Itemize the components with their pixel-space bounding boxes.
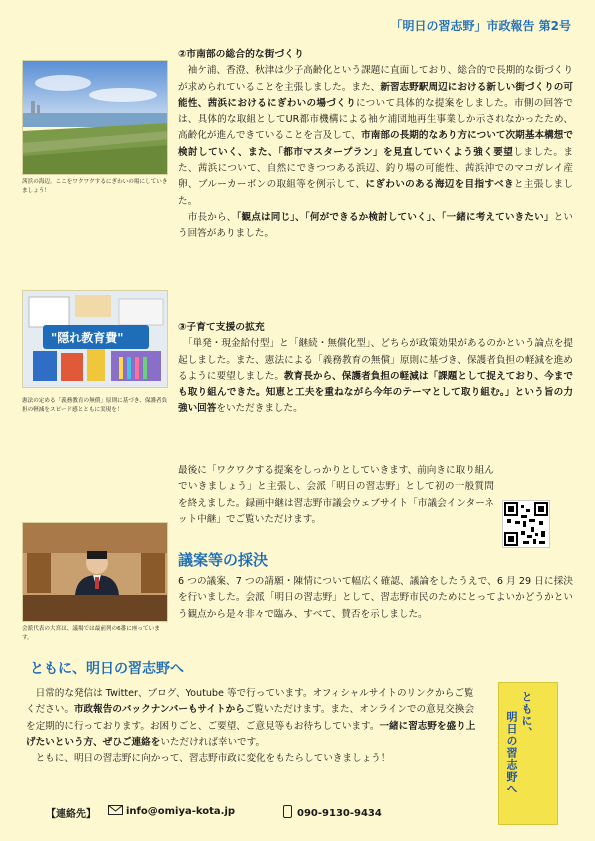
council-photo-caption: 会派代表の大宮は、議場では最前列の6番に座っています。	[22, 626, 160, 641]
education-photo-caption: 憲法の定める「義務教育の無償」原則に基づき、保護者負担の軽減をスピード感とともに実現を！	[22, 398, 168, 413]
section-title: ②市南部の総合的な街づくり	[178, 49, 304, 60]
footer-heading: ともに、明日の習志野へ	[30, 661, 184, 677]
qr-code[interactable]	[502, 500, 550, 548]
bills-heading: 議案等の採決	[178, 551, 269, 569]
seaside-photo	[22, 60, 168, 175]
section-title: ③子育て支援の拡充	[178, 322, 265, 333]
email-contact[interactable]	[108, 805, 235, 817]
council-photo	[22, 522, 168, 622]
section-paragraph: 「単発・現金給付型」と「継続・無償化型」、どちらが政策効果があるのかという論点を提起しました。また、憲法による「義務教育の無償」原則に基づき、保護者負担の軽減を進めるように要望しました。教育長から、保護者負担の軽減は「課題として捉えており、今までも取り組んできた。知恵と工夫を重ねながら今年のテーマとして取り組む。」という旨の力強い回答をいただきました。	[178, 338, 574, 415]
phone-contact[interactable]	[283, 805, 382, 819]
email-address[interactable]: info@omiya-kota.jp	[126, 806, 236, 817]
section-south-city-planning	[178, 47, 573, 243]
page-header-title: 「明日の習志野」市政報告 第2号	[390, 19, 571, 33]
banner-line-2: 明日の習志野へ	[505, 711, 518, 795]
seaside-photo-caption: 茜浜の海辺。ここをワクワクするにぎわいの場にしていきましょう！	[22, 179, 168, 194]
hidden-education-cost-sign: "隠れ教育費"	[51, 331, 124, 345]
education-photo	[22, 290, 168, 388]
section-child-support	[178, 320, 573, 418]
mail-icon	[108, 805, 123, 815]
section-paragraph: 袖ケ浦、香澄、秋津は少子高齢化という課題に直面しており、総合的で長期的な街づくりが求められていることを主張しました。また、新習志野駅周辺における新しい街づくりの可能性、茜浜におけるにぎわいの場づくりについて具体的な提案をしました。市側の回答では、具体的な取組としてUR都市機構による袖ケ浦団地再生事業しか示されなかったため、高齢化が進んできていることを言及して、市南部の長期的なあり方について次期基本構想で検討していく、また、「都市マスタープラン」を見直していくよう強く要望しました。また、茜浜について、自然にできつつある浜辺、釣り場の可能性、茜浜沖でのマコガレイ産卵、ブルーカーボンの取組等を例示して、にぎわいのある海辺を目指すべきと主張しました。	[178, 65, 574, 207]
contact-label: 【連絡先】	[46, 809, 96, 820]
footer-paragraph: 日常的な発信は Twitter、ブログ、Youtube 等で行っています。オフィシャルサイトのリンクからご覧ください。市政報告のバックナンバーもサイトからご覧いただけます。また、オンラインでの意見交換会を定期的に行っております。お困りごと、ご要望、ご意見等もお待ちしています。一緒に習志野を盛り上げたいという方、ぜひご連絡をいただければ幸いです。 ともに、明日の習志野に向かって、習志野市政に変化をもたらしていきましょう！	[26, 688, 476, 765]
closing-paragraph: 最後に「ワクワクする提案をしっかりとしていきます、前向きに取り組んでいきましょう」と主張し、会派「明日の習志野」として初の一般質問を終えました。録画中継は習志野市議会ウェブサイト「市議会インターネット中継」でご覧いただけます。	[178, 465, 494, 525]
phone-number[interactable]: 090-9130-9434	[297, 808, 382, 819]
campaign-banner	[498, 682, 558, 825]
bills-paragraph: 6 つの議案、7 つの請願・陳情について幅広く確認、議論をしたうえで、6 月 29 日に採決を行いました。会派「明日の習志野」として、習志野市民のためにとってよいかどうかという観点から是々非々で臨み、すべて、賛否を示しました。	[178, 576, 573, 620]
section-paragraph: 市長から、「観点は同じ」、「何ができるか検討していく」、「一緒に考えていきたい」という回答がありました。	[178, 211, 574, 240]
banner-line-1: ともに、	[520, 691, 533, 739]
phone-icon	[283, 805, 292, 818]
